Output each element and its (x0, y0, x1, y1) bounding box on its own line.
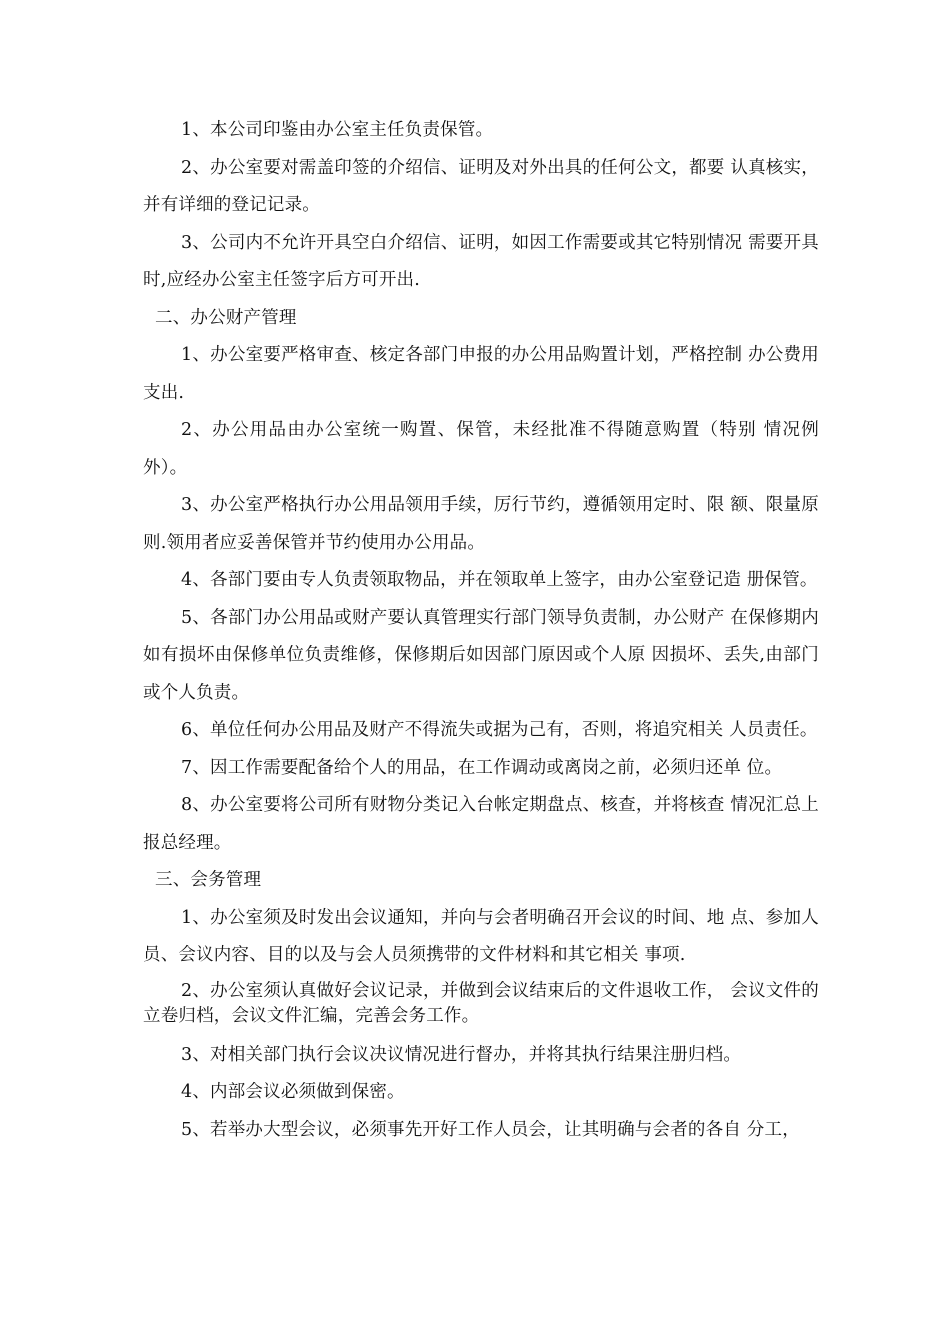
paragraph-2-4: 4、各部门要由专人负责领取物品，并在领取单上签字，由办公室登记造 册保管。 (181, 570, 818, 590)
paragraph-3-1: 1、办公室须及时发出会议通知，并向与会者明确召开会议的时间、地 点、参加人员、会议内容、目的以及与会人员须携带的文件材料和其它相关 事项. (143, 907, 819, 965)
paragraph-1-1: 1、本公司印鉴由办公室主任负责保管。 (181, 120, 494, 140)
paragraph-2-6: 6、单位任何办公用品及财产不得流失或据为己有，否则，将追究相关 人员责任。 (181, 720, 818, 740)
paragraph-3-2: 2、办公室须认真做好会议记录，并做到会议结束后的文件退收工作， 会议文件的立卷归档，会议文件汇编，完善会务工作。 (143, 980, 819, 1026)
paragraph-1-2: 2、办公室要对需盖印签的介绍信、证明及对外出具的任何公文，都要 认真核实，并有详细的登记记录。 (143, 157, 819, 215)
paragraph-1-3: 3、公司内不允许开具空白介绍信、证明，如因工作需要或其它特别情况 需要开具时,应经办公室主任签字后方可开出. (143, 232, 819, 290)
paragraph-2-1: 1、办公室要严格审查、核定各部门申报的办公用品购置计划，严格控制 办公费用支出. (143, 345, 819, 403)
document-page (143, 112, 819, 1149)
section-heading-2: 二、办公财产管理 (155, 307, 297, 328)
paragraph-2-3: 3、办公室严格执行办公用品领用手续，厉行节约，遵循领用定时、限 额、限量原则.领用者应妥善保管并节约使用办公用品。 (143, 495, 819, 553)
paragraph-3-3: 3、对相关部门执行会议决议情况进行督办，并将其执行结果注册归档。 (181, 1044, 742, 1065)
paragraph-3-4: 4、内部会议必须做到保密。 (181, 1082, 405, 1102)
paragraph-3-5: 5、若举办大型会议，必须事先开好工作人员会，让其明确与会者的各自 分工， (181, 1119, 800, 1140)
paragraph-2-2: 2、办公用品由办公室统一购置、保管，未经批准不得随意购置（特别 情况例外）。 (143, 420, 819, 478)
paragraph-2-7: 7、因工作需要配备给个人的用品，在工作调动或离岗之前，必须归还单 位。 (181, 757, 783, 778)
section-heading-3: 三、会务管理 (155, 870, 262, 890)
paragraph-2-5: 5、各部门办公用品或财产要认真管理实行部门领导负责制，办公财产 在保修期内如有损坏由保修单位负责维修，保修期后如因部门原因或个人原 因损坏、丢失,由部门或个人负责。 (143, 607, 819, 703)
paragraph-2-8: 8、办公室要将公司所有财物分类记入台帐定期盘点、核查，并将核查 情况汇总上报总经理。 (143, 795, 819, 853)
